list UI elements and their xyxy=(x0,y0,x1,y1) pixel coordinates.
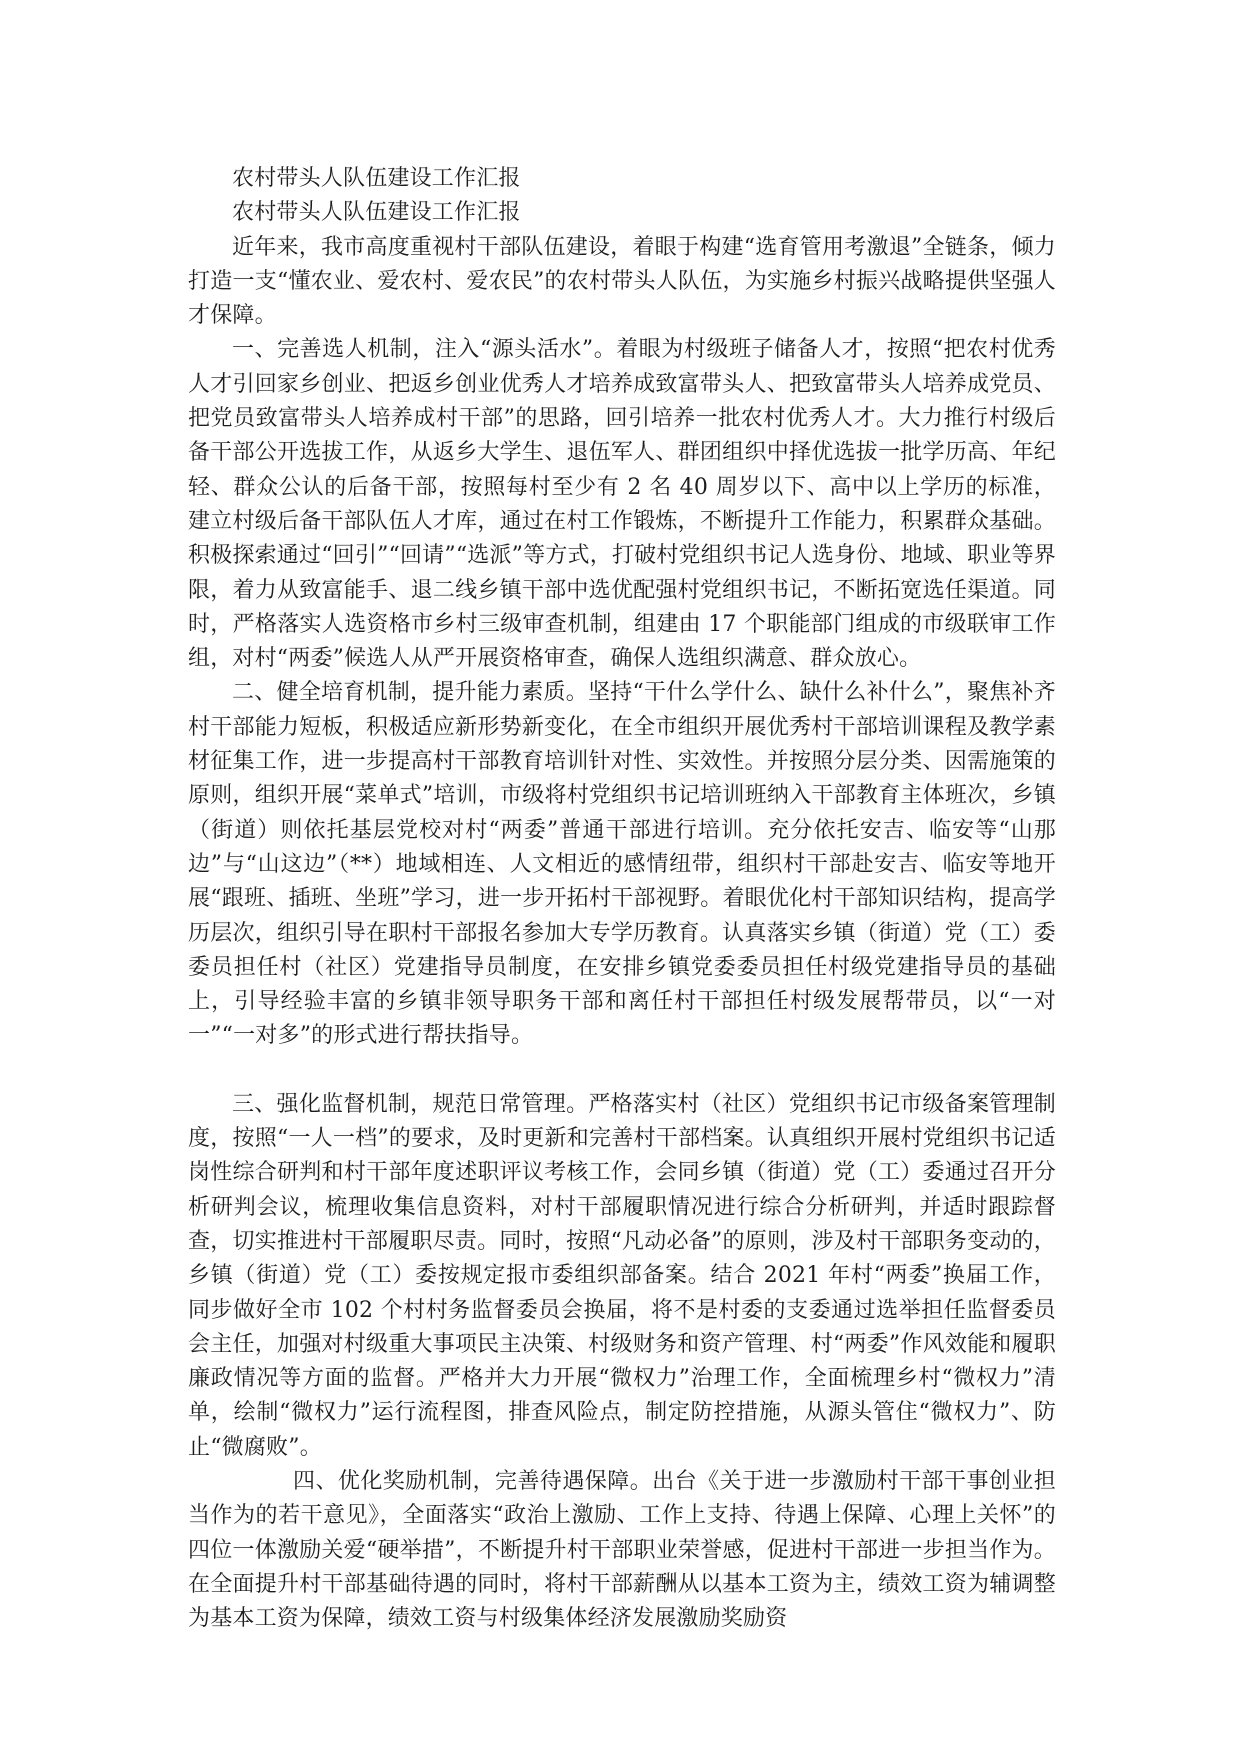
document-title: 农村带头人队伍建设工作汇报 xyxy=(232,166,521,191)
section-one-paragraph: 一、完善选人机制，注入“源头活水”。着眼为村级班子储备人才，按照“把农村优秀人才引回家乡创业、把返乡创业优秀人才培养成致富带头人、把致富带头人培养成党员、把党员致富带头人培养成村干部”的思路，回引培养一批农村优秀人才。大力推行村级后备干部公开选拔工作，从返乡大学生、退伍军人、群团组织中择优选拔一批学历高、年纪轻、群众公认的后备干部，按照每村至少有 2 名 40 周岁以下、高中以上学历的标准，建立村级后备干部队伍人才库，通过在村工作锻炼，不断提升工作能力，积累群众基础。积极探索通过“回引”“回请”“选派”等方式，打破村党组织书记人选身份、地域、职业等界限，着力从致富能手、退二线乡镇干部中选优配强村党组织书记，不断拓宽选任渠道。同时，严格落实人选资格市乡村三级审查机制，组建由 17 个职能部门组成的市级联审工作组，对村“两委”候选人从严开展资格审查，确保人选组织满意、群众放心。 xyxy=(188,337,1056,672)
section-four-paragraph: 四、优化奖励机制，完善待遇保障。出台《关于进一步激励村干部干事创业担当作为的若干意见》，全面落实“政治上激励、工作上支持、待遇上保障、心理上关怀”的四位一体激励关爱“硬举措”，不断提升村干部职业荣誉感，促进村干部进一步担当作为。在全面提升村干部基础待遇的同时，将村干部薪酬从以基本工资为主，绩效工资为辅调整为基本工资为保障，绩效工资与村级集体经济发展激励奖励资 xyxy=(188,1468,1056,1632)
document-body xyxy=(188,162,1056,1636)
document-title-repeat: 农村带头人队伍建设工作汇报 xyxy=(232,200,521,226)
intro-paragraph: 近年来，我市高度重视村干部队伍建设，着眼于构建“选育管用考激退”全链条，倾力打造一支“懂农业、爱农村、爱农民”的农村带头人队伍，为实施乡村振兴战略提供坚强人才保障。 xyxy=(188,234,1056,329)
section-two-paragraph: 二、健全培育机制，提升能力素质。坚持“干什么学什么、缺什么补什么”，聚焦补齐村干部能力短板，积极适应新形势新变化，在全市组织开展优秀村干部培训课程及教学素材征集工作，进一步提高村干部教育培训针对性、实效性。并按照分层分类、因需施策的原则，组织开展“菜单式”培训，市级将村党组织书记培训班纳入干部教育主体班次，乡镇（街道）则依托基层党校对村“两委”普通干部进行培训。充分依托安吉、临安等“山那边”与“山这边”（**）地域相连、人文相近的感情纽带，组织村干部赴安吉、临安等地开展“跟班、插班、坐班”学习，进一步开拓村干部视野。着眼优化村干部知识结构，提高学历层次，组织引导在职村干部报名参加大专学历教育。认真落实乡镇（街道）党（工）委委员担任村（社区）党建指导员制度，在安排乡镇党委委员担任村级党建指导员的基础上，引导经验丰富的乡镇非领导职务干部和离任村干部担任村级发展帮带员，以“一对一”“一对多”的形式进行帮扶指导。 xyxy=(188,680,1056,1049)
section-three-paragraph: 三、强化监督机制，规范日常管理。严格落实村（社区）党组织书记市级备案管理制度，按照“一人一档”的要求，及时更新和完善村干部档案。认真组织开展村党组织书记适岗性综合研判和村干部年度述职评议考核工作，会同乡镇（街道）党（工）委通过召开分析研判会议，梳理收集信息资料，对村干部履职情况进行综合分析研判，并适时跟踪督查，切实推进村干部履职尽责。同时，按照“凡动必备”的原则，涉及村干部职务变动的，乡镇（街道）党（工）委按规定报市委组织部备案。结合 2021 年村“两委”换届工作，同步做好全市 102 个村村务监督委员会换届，将不是村委的支委通过选举担任监督委员会主任，加强对村级重大事项民主决策、村级财务和资产管理、村“两委”作风效能和履职廉政情况等方面的监督。严格并大力开展“微权力”治理工作，全面梳理乡村“微权力”清单，绘制“微权力”运行流程图，排查风险点，制定防控措施，从源头管住“微权力”、防止“微腐败”。 xyxy=(188,1091,1056,1460)
